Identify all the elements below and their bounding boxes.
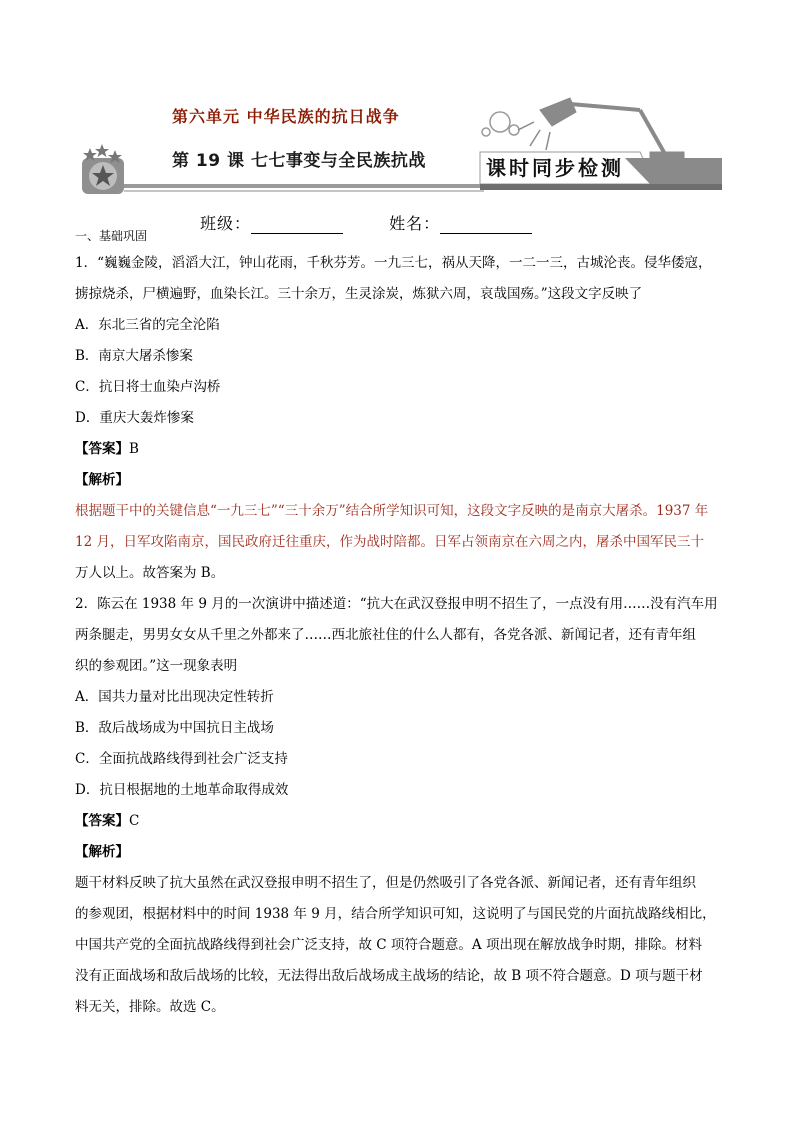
document-body <box>75 228 725 1023</box>
q1-option-c: C．抗日将士血染卢沟桥 <box>75 379 221 395</box>
q1-answer-label: 【答案】 <box>75 441 129 457</box>
q1-analysis-line-3: 万人以上。故答案为 B。 <box>75 565 225 581</box>
q1-analysis-1a: 根据题干中的关键信息“一九三七”“三十余万”结合所学知识可知，这段文字反映的是南京大屠杀。 <box>75 503 657 519</box>
page-header <box>80 92 722 202</box>
name-label: 姓名： <box>389 214 441 233</box>
q2-analysis-label: 【解析】 <box>75 844 129 860</box>
q2-analysis-line-5: 料无关，排除。故选 C。 <box>75 999 225 1015</box>
q1-answer-value: B <box>129 441 139 457</box>
q2-answer-label: 【答案】 <box>75 813 129 829</box>
bubbles-icon <box>482 112 519 136</box>
q2-stem-line-3: 织的参观团。”这一现象表明 <box>75 658 238 674</box>
q2-stem-line-2: 两条腿走，男男女女从千里之外都来了……西北旅社住的什么人都有，各党各派、新闻记者，还有青年组 <box>75 627 696 643</box>
q2-analysis-line-2: 的参观团，根据材料中的时间 1938 年 9 月，结合所学知识可知，这说明了与国民党的片面抗战路线相比， <box>75 906 716 922</box>
badge-title: 课时同步检测 <box>486 156 624 180</box>
q1-answer <box>75 434 725 465</box>
q1-option-d: D．重庆大轰炸惨案 <box>75 410 194 426</box>
q2-answer <box>75 806 725 837</box>
q1-analysis-1b: 1937 年 <box>656 503 709 519</box>
lesson-title: 第 19 课 七七事变与全民族抗战 <box>172 151 426 171</box>
q1-option-b: B．南京大屠杀惨案 <box>75 348 193 364</box>
q2-option-b: B．敌后战场成为中国抗日主战场 <box>75 720 274 736</box>
q2-option-a: A．国共力量对比出现决定性转折 <box>75 689 274 705</box>
q2-stem-line-1: 2．陈云在 1938 年 9 月的一次演讲中描述道：“抗大在武汉登报申明不招生了，一点没有用……没有汽车用 <box>75 596 718 612</box>
q2-option-d: D．抗日根据地的土地革命取得成效 <box>75 782 289 798</box>
q2-answer-value: C <box>129 813 140 829</box>
q1-analysis-line-2: 12 月，日军攻陷南京，国民政府迁往重庆，作为战时陪都。日军占领南京在六周之内，屠杀中国军民三十 <box>75 534 704 550</box>
section-heading: 一、基础巩固 <box>75 229 148 243</box>
q1-analysis-label: 【解析】 <box>75 472 129 488</box>
desk-lamp-icon <box>518 98 684 158</box>
star-badge-icon <box>82 144 124 194</box>
unit-title: 第六单元 中华民族的抗日战争 <box>172 107 400 126</box>
q1-stem-line-2: 掳掠烧杀，尸横遍野，血染长江。三十余万，生灵涂炭，炼狱六周，哀哉国殇。”这段文字反映了 <box>75 286 643 302</box>
class-label: 班级： <box>200 214 252 233</box>
q2-analysis-line-3: 中国共产党的全面抗战路线得到社会广泛支持，故 C 项符合题意。A 项出现在解放战争时期，排除。材料 <box>75 937 702 953</box>
q1-analysis-line-1 <box>75 496 725 527</box>
q2-analysis-line-1: 题干材料反映了抗大虽然在武汉登报申明不招生了，但是仍然吸引了各党各派、新闻记者，还有青年组织 <box>75 875 696 891</box>
q2-analysis-line-4: 没有正面战场和敌后战场的比较，无法得出敌后战场成主战场的结论，故 B 项不符合题意。D 项与题干材 <box>75 968 703 984</box>
q1-stem-line-1: 1．“巍巍金陵，滔滔大江，钟山花雨，千秋芬芳。一九三七，祸从天降，一二一三，古城沦丧。侵华倭寇， <box>75 255 712 271</box>
q1-option-a: A．东北三省的完全沦陷 <box>75 317 220 333</box>
q2-option-c: C．全面抗战路线得到社会广泛支持 <box>75 751 288 767</box>
